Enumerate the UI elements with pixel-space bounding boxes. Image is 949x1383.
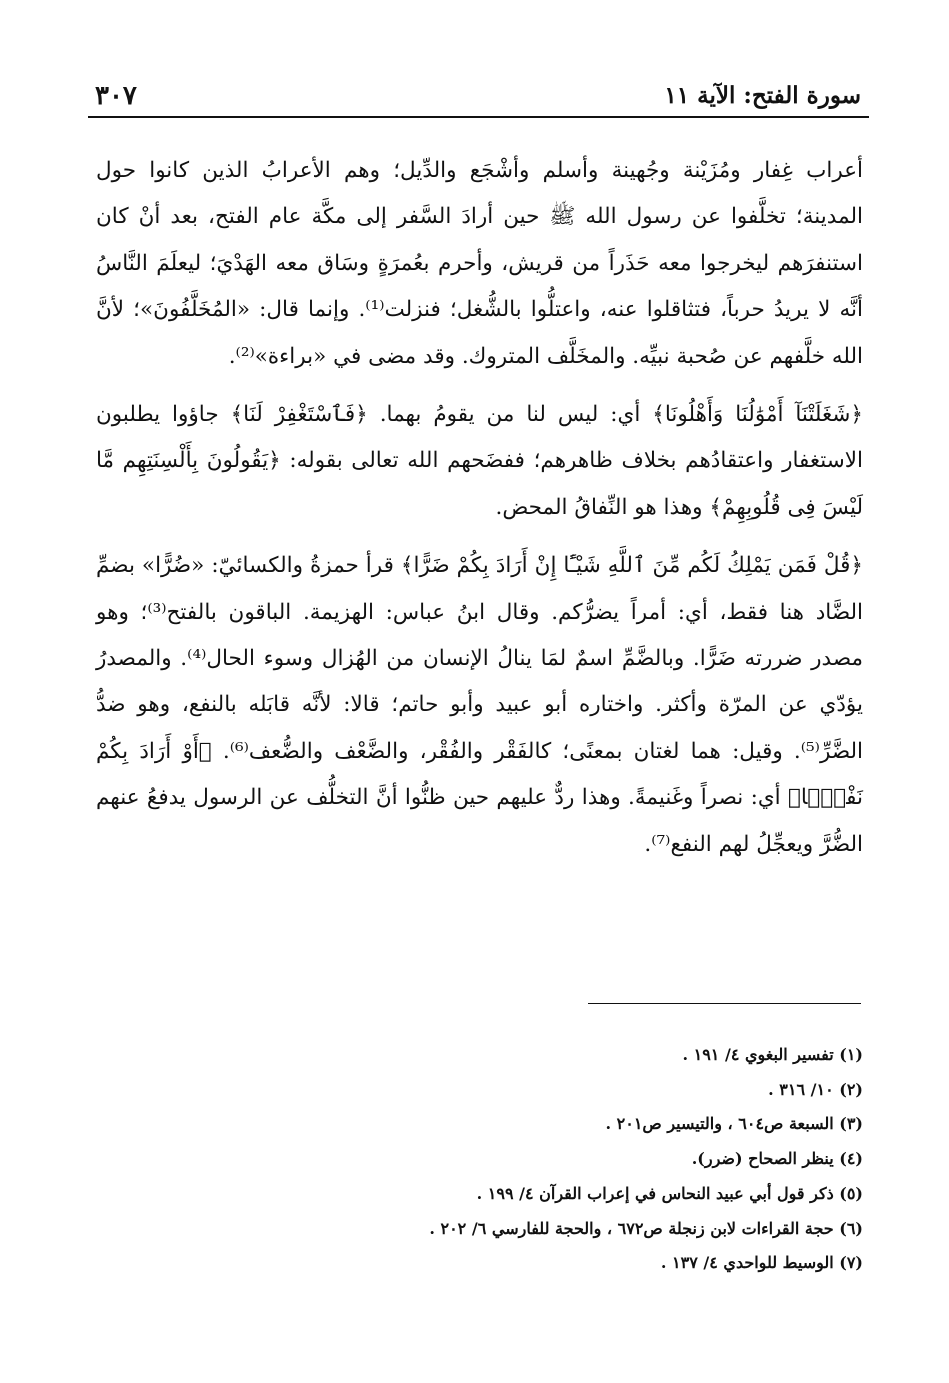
page-number: ٣٠٧	[95, 81, 137, 111]
footnote-4: (٤) ينظر الصحاح (ضرر).	[691, 1149, 863, 1169]
paragraph-2: ﴿شَغَلَتْنَآ أَمْوَٰلُنَا وَأَهْلُونَا﴾ أي: ليس لنا من يقومُ بهما. ﴿فَٱسْتَغْفِرْ لَنَا﴾ جاؤوا يطلبون الاستغفار واعتقادُهم بخلاف ظاهرهم؛ ففضَحهم الله تعالى بقوله: ﴿يَقُولُونَ بِأَلْسِنَتِهِم مَّا لَيْسَ فِى قُلُوبِهِمْ﴾ وهذا هو النِّفاقُ المحض.	[96, 402, 863, 520]
footnote-6: (٦) حجة القراءات لابن زنجلة ص٦٧٢ ، والحجة للفارسي ٦/ ٢٠٢ .	[429, 1218, 863, 1238]
footnote-7: (٧) الوسيط للواحدي ٤/ ١٣٧ .	[660, 1253, 863, 1273]
paragraph-1: أعراب غِفار ومُزَيْنة وجُهينة وأسلم وأشْجَع والدِّيل؛ وهم الأعرابُ الذين كانوا حول المدينة؛ تخلَّفوا عن رسول الله ﷺ حين أرادَ السَّفر إلى مكَّة عام الفتح، بعد أنْ كان استنفرَهم ليخرجوا معه حَذَراً من قريش، وأحرم بعُمرَةٍ وسَاق معه الهَدْيَ؛ ليعلَمَ النَّاسُ أنَّه لا يريدُ حرباً، فتثاقلوا عنه، واعتلُّوا بالشُّغل؛ فنزلت⁽¹⁾. وإنما قال: «المُخَلَّفُونَ»؛ لأنَّ الله خلَّفهم عن صُحبة نبيِّه. والمخَلَّف المتروك. وقد مضى في «براءة»⁽²⁾.	[96, 158, 863, 369]
running-head	[95, 70, 861, 110]
header-rule	[88, 116, 869, 118]
footnote-rule	[588, 1003, 861, 1004]
paragraph-3: ﴿قُلْ فَمَن يَمْلِكُ لَكُم مِّنَ ٱللَّهِ شَيْـًٔا إِنْ أَرَادَ بِكُمْ ضَرًّا﴾ قرأ حمزةُ والكسائيّ: «ضُرًّا» بضمِّ الضَّاد هنا فقط، أي: أمراً يضرُّكم. وقال ابنُ عباس: الهزيمة. الباقون بالفتح⁽³⁾؛ وهو مصدر ضررته ضَرًّا. وبالضَّمِّ اسمٌ لمَا ينالُ الإنسان من الهُزال وسوء الحال⁽⁴⁾. والمصدرُ يؤدّي عن المرّة وأكثر. واختاره أبو عبيد وأبو حاتم؛ قالا: لأنَّه قابَله بالنفع، وهو ضدُّ الضَّرِّ⁽⁵⁾. وقيل: هما لغتان بمعنًى؛ كالفَقْر والفُقْر، والضَّعْف والضُّعف⁽⁶⁾. ﴿أَوْ أَرَادَ بِكُمْ نَفْعًۢا﴾ أي: نصراً وغَنيمةً. وهذا ردٌّ عليهم حين ظنُّوا أنَّ التخلُّف عن الرسول يدفعُ عنهم الضُّرَّ ويعجِّلُ لهم النفع⁽⁷⁾.	[96, 553, 863, 857]
footnotes	[150, 1038, 863, 1281]
footnote-5: (٥) ذكر قول أبي عبيد النحاس في إعراب القرآن ٤/ ١٩٩ .	[476, 1183, 863, 1203]
body-text	[96, 148, 863, 868]
footnote-2: (٢) ١٠/ ٣١٦ .	[768, 1079, 863, 1099]
footnote-1: (١) تفسير البغوي ٤/ ١٩١ .	[682, 1045, 863, 1064]
footnote-3: (٣) السبعة ص٦٠٤ ، والتيسير ص٢٠١ .	[605, 1114, 863, 1134]
surah-title: سورة الفتح: الآية ١١	[664, 82, 861, 109]
